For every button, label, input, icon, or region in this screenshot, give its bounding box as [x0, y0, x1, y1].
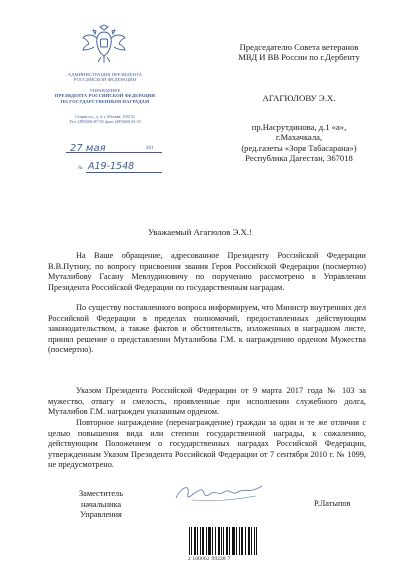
letterhead-line: ПО ГОСУДАРСТВЕННЫМ НАГРАДАМ — [60, 98, 150, 104]
letterhead — [22, 72, 188, 104]
recipient-address — [204, 122, 394, 164]
recipient-line: МВД И ВВ России по г.Дербенту — [238, 52, 360, 63]
number-underline — [86, 172, 162, 173]
letterhead-line: УПРАВЛЕНИЕ — [89, 87, 121, 93]
body-paragraph: Указом Президента Российской Федерации от 9 марта 2017 года № 103 за мужество, отвагу и смелость, проявленные при исполнении служебного долга, Муталибов Г.М. награжден указанным орденом. — [48, 386, 366, 417]
barcode-number: 2 100062 99228 7 — [188, 556, 231, 562]
recipient-address-line: (ред.газеты «Зоря Табасарана») — [241, 142, 357, 153]
number-prefix: № — [78, 166, 83, 171]
signature-title-line: Управления — [80, 510, 122, 520]
letterhead-address-line: Тел. (495)606-87-59, факс (495)606-33-33 — [69, 118, 141, 124]
year-suffix: 201 — [146, 146, 154, 151]
letterhead-line: ПРЕЗИДЕНТА РОССИЙСКОЙ ФЕДЕРАЦИИ — [54, 93, 156, 99]
letterhead-address — [22, 115, 188, 125]
handwritten-signature — [172, 478, 268, 508]
number-handwritten: А19-1548 — [88, 161, 135, 172]
recipient-title — [204, 42, 394, 63]
signature-title-line: Заместитель начальника — [79, 489, 123, 509]
body-paragraph: Повторное награждение (перенаграждение) граждан за одни и те же отличия с целью повышения вида или степени государственной награды, к сожалению, действующим Положением о государственных наградах Российской Федерации, утвержденным Указом Президента Российской Федерации от 7 сентября 2010 г. № 1099, не предусмотрено. — [48, 418, 366, 470]
letterhead-line: АДМИНИСТРАЦИЯ ПРЕЗИДЕНТА — [67, 72, 143, 77]
greeting: Уважаемый Агагюлов Э.Х.! — [148, 227, 252, 237]
signatory-name: Р.Латыпов — [314, 499, 351, 508]
date-handwritten: 27 мая — [70, 143, 106, 154]
coat-of-arms-emblem — [80, 24, 128, 66]
recipient-address-line: Республика Дагестан, 367018 — [245, 153, 353, 164]
body-paragraph: По существу поставленного вопроса информируем, что Министр внутренних дел Российской Федерации в пределах полномочий, предоставленных действующим законодательством, а также фактов и обстоятельств, изложенных в наградном листе, принял решение о представлении Муталибова Г.М. к награждению орденом Мужества (посмертно). — [48, 303, 366, 355]
recipient-line: Председателю Совета ветеранов — [239, 42, 359, 52]
letterhead-address-line: Старая пл., д. 4, г. Москва, 103132 — [75, 114, 135, 119]
letterhead-line: РОССИЙСКОЙ ФЕДЕРАЦИИ — [73, 77, 137, 83]
barcode — [188, 527, 258, 555]
body-paragraph: На Ваше обращение, адресованное Президенту Российской Федерации В.В.Путину, по вопросу присвоения звания Героя Российской Федерации (посмертно) Муталибову Гасану Мевлудиновичу по поручению рассмотрено в Управлении Президента Российской Федерации по государственным наградам. — [48, 251, 366, 292]
signature-title — [58, 489, 144, 521]
recipient-address-line: г.Махачкала, — [275, 132, 323, 143]
recipient-address-line: пр.Насрутдинова, д.1 «а», — [251, 122, 347, 132]
recipient-name: АГАГЮЛОВУ Э.Х. — [262, 93, 336, 103]
